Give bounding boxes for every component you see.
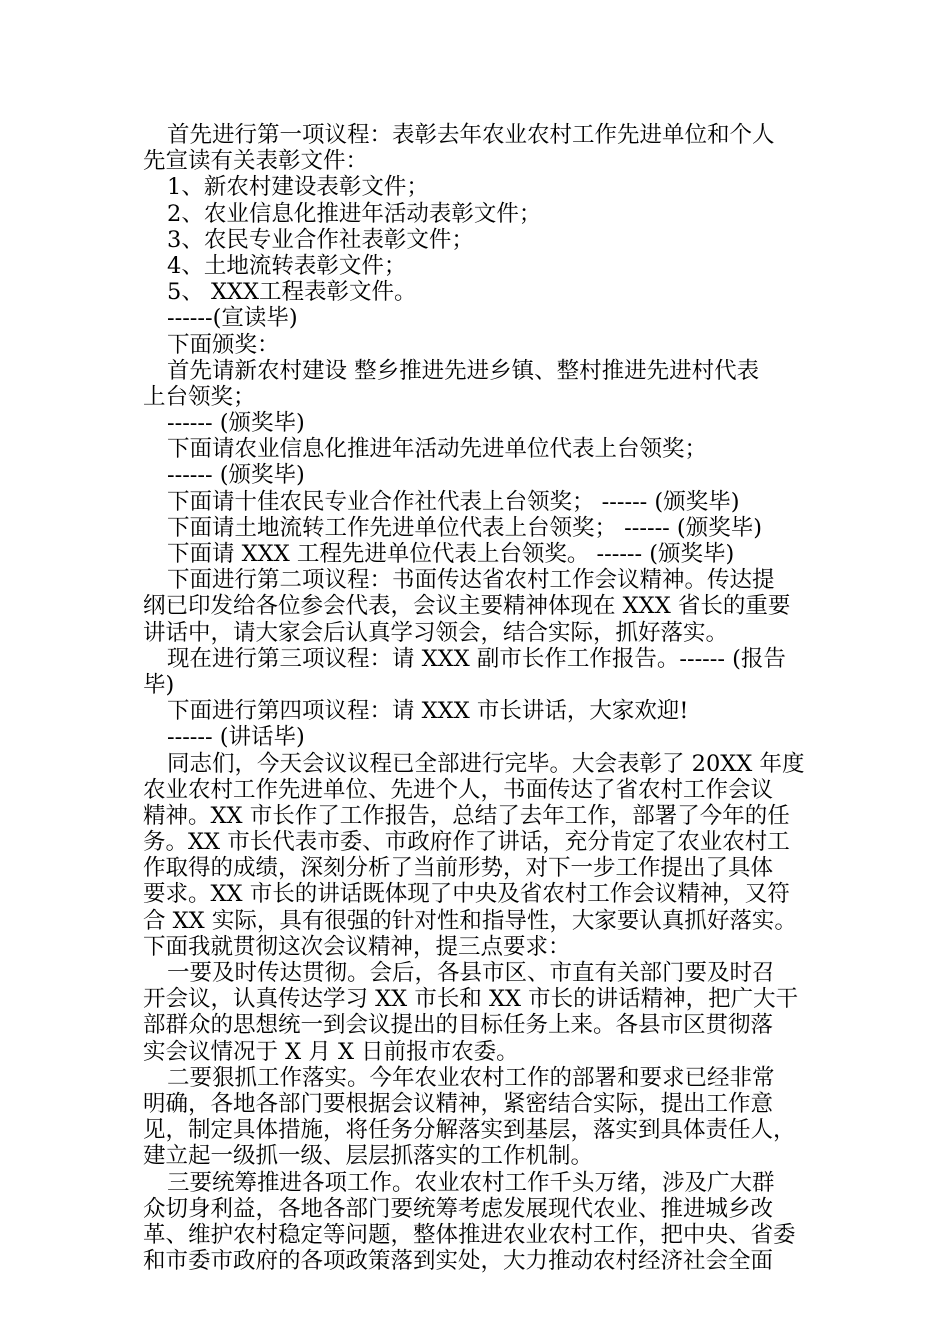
text-line: 首先进行第一项议程：表彰去年农业农村工作先进单位和个人 <box>167 122 775 148</box>
text-line: 精神。XX 市长作了工作报告，总结了去年工作，部署了今年的任 <box>143 802 790 829</box>
text-line: 下面进行第二项议程：书面传达省农村工作会议精神。传达提 <box>167 567 775 594</box>
text-line: 建立起一级抓一级、层层抓落实的工作机制。 <box>143 1143 594 1170</box>
text-line: 开会议，认真传达学习 XX 市长和 XX 市长的讲话精神，把广大干 <box>143 986 799 1013</box>
text-line: ------ (颁奖毕) <box>167 410 305 437</box>
text-line: 2、农业信息化推进年活动表彰文件； <box>167 200 542 227</box>
text-line: 下面颁奖： <box>167 331 280 358</box>
text-line: 下面进行第四项议程：请 XXX 市长讲话，大家欢迎! <box>167 698 689 725</box>
text-line: 见，制定具体措施，将任务分解落实到基层，落实到具体责任人， <box>143 1117 796 1144</box>
text-line: 5、 XXX工程表彰文件。 <box>167 279 417 306</box>
text-line: 3、农民专业合作社表彰文件； <box>167 226 474 253</box>
text-line: 实会议情况于 X 月 X 日前报市农委。 <box>143 1038 519 1065</box>
text-line: ------ (颁奖毕) <box>167 462 305 489</box>
text-line: 作取得的成绩，深刻分析了当前形势，对下一步工作提出了具体 <box>143 855 774 882</box>
text-line: 下面请土地流转工作先进单位代表上台领奖； ------ (颁奖毕) <box>167 514 762 541</box>
text-line: ------(宣读毕) <box>167 305 298 332</box>
text-line: 务。XX 市长代表市委、市政府作了讲话，充分肯定了农业农村工 <box>143 829 790 856</box>
text-line: 1、新农村建设表彰文件； <box>167 174 429 201</box>
text-line: 众切身利益，各地各部门要统筹考虑发展现代农业、推进城乡改 <box>143 1195 774 1222</box>
text-line: 下面请十佳农民专业合作社代表上台领奖； ------ (颁奖毕) <box>167 488 740 515</box>
text-line: 部群众的思想统一到会议提出的目标任务上来。各县市区贯彻落 <box>143 1012 774 1039</box>
text-line: 下面请 XXX 工程先进单位代表上台领奖。 ------ (颁奖毕) <box>167 541 735 567</box>
text-line: 农业农村工作先进单位、先进个人，书面传达了省农村工作会议 <box>143 776 774 803</box>
text-line: 纲已印发给各位参会代表，会议主要精神体现在 XXX 省长的重要 <box>143 593 791 620</box>
text-line: 明确，各地各部门要根据会议精神，紧密结合实际，提出工作意 <box>143 1090 774 1117</box>
text-line: 4、土地流转表彰文件； <box>167 252 407 279</box>
text-line: 首先请新农村建设 整乡推进先进乡镇、整村推进先进村代表 <box>167 357 760 384</box>
text-line: 合 XX 实际，具有很强的针对性和指导性，大家要认真抓好落实。 <box>143 907 797 934</box>
text-line: 二要狠抓工作落实。今年农业农村工作的部署和要求已经非常 <box>167 1064 775 1091</box>
text-line: ------ (讲话毕) <box>167 724 305 751</box>
text-line: 毕) <box>143 671 175 698</box>
text-line: 先宣读有关表彰文件： <box>143 148 369 175</box>
text-line: 和市委市政府的各项政策落到实处，大力推动农村经济社会全面 <box>143 1248 774 1275</box>
text-line: 下面我就贯彻这次会议精神，提三点要求： <box>143 933 571 960</box>
text-line: 要求。XX 市长的讲话既体现了中央及省农村工作会议精神，又符 <box>143 881 790 908</box>
text-line: 同志们，今天会议议程已全部进行完毕。大会表彰了 20XX 年度 <box>167 750 805 777</box>
text-line: 革、维护农村稳定等问题，整体推进农业农村工作，把中央、省委 <box>143 1221 796 1248</box>
text-line: 一要及时传达贯彻。会后，各县市区、市直有关部门要及时召 <box>167 960 775 986</box>
text-line: 现在进行第三项议程：请 XXX 副市长作工作报告。------ (报告 <box>167 645 786 672</box>
text-line: 讲话中，请大家会后认真学习领会，结合实际，抓好落实。 <box>143 619 729 646</box>
text-line: 上台领奖； <box>143 383 256 410</box>
text-line: 三要统筹推进各项工作。农业农村工作千头万绪，涉及广大群 <box>167 1169 775 1196</box>
document-body <box>143 122 813 1274</box>
text-line: 下面请农业信息化推进年活动先进单位代表上台领奖； <box>167 436 708 463</box>
